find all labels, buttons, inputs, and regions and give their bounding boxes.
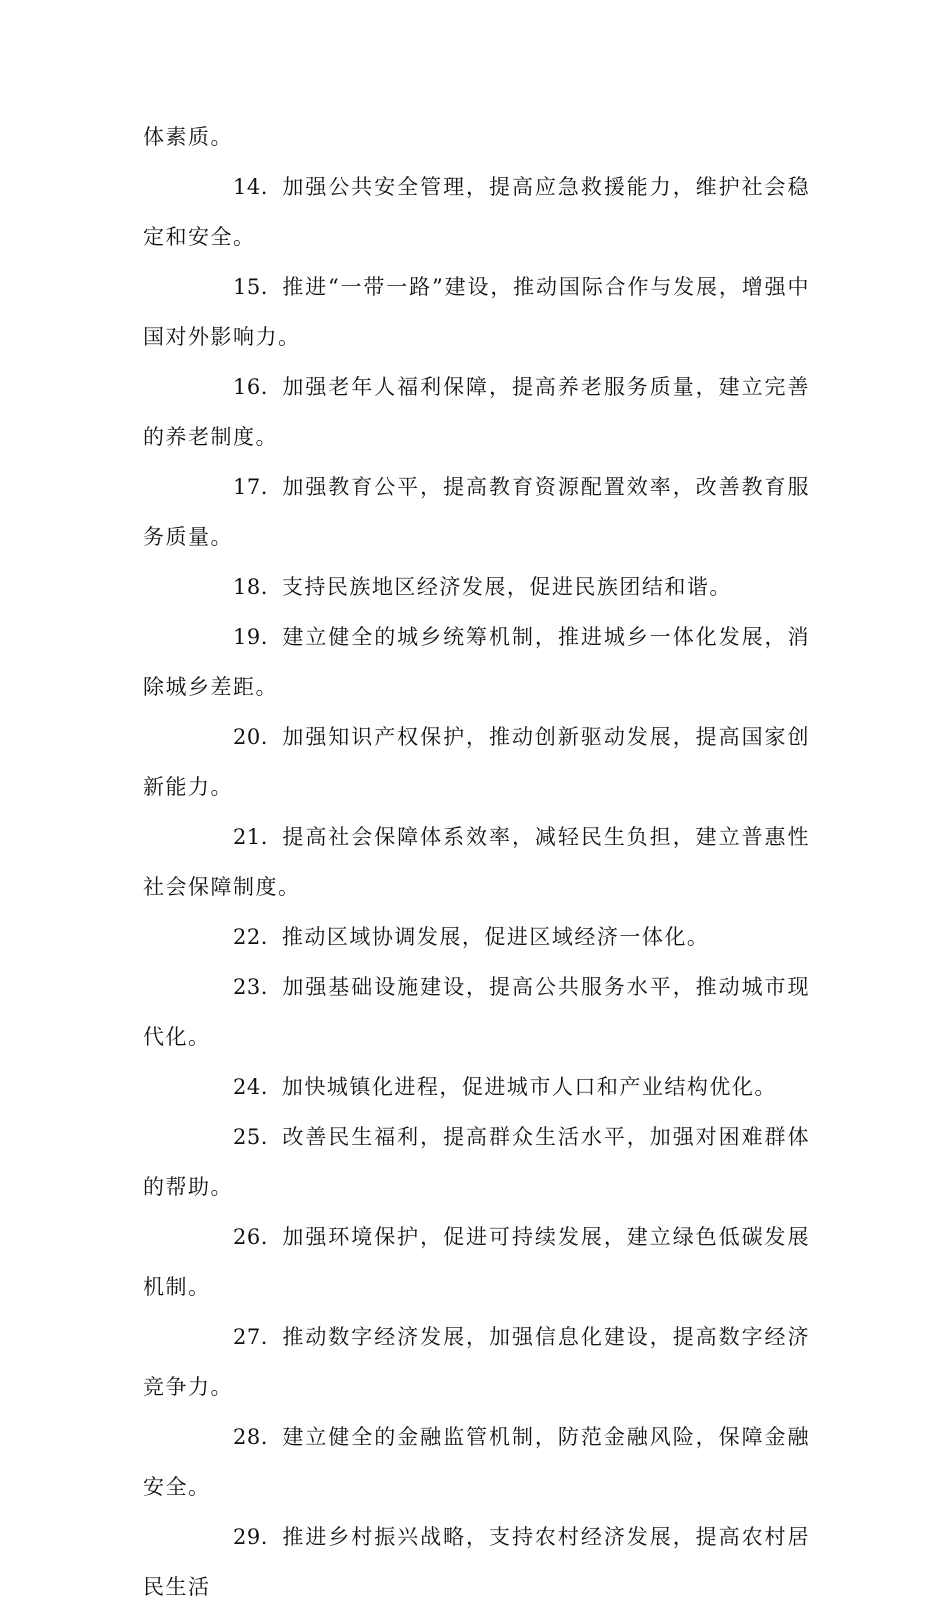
- item-number: 16.: [233, 375, 268, 399]
- item-text: 加强老年人福利保障，提高养老服务质量，建立完善的养老制度。: [143, 375, 810, 449]
- item-number: 25.: [233, 1125, 268, 1149]
- list-item-16: [143, 362, 810, 462]
- document-body: [143, 112, 810, 1612]
- list-item-18: [143, 562, 810, 612]
- item-number: 24.: [233, 1075, 268, 1099]
- item-text: 加强环境保护，促进可持续发展，建立绿色低碳发展机制。: [143, 1225, 810, 1299]
- item-text: 推动数字经济发展，加强信息化建设，提高数字经济竞争力。: [143, 1325, 810, 1399]
- item-text: 加强知识产权保护，推动创新驱动发展，提高国家创新能力。: [143, 725, 810, 799]
- item-text: 推进“一带一路”建设，推动国际合作与发展，增强中国对外影响力。: [143, 275, 810, 349]
- item-text: 加快城镇化进程，促进城市人口和产业结构优化。: [281, 1075, 777, 1099]
- list-item-23: [143, 962, 810, 1062]
- item-number: 26.: [233, 1225, 268, 1249]
- item-number: 29.: [233, 1525, 268, 1549]
- list-item-27: [143, 1312, 810, 1412]
- item-text: 加强基础设施建设，提高公共服务水平，推动城市现代化。: [143, 975, 810, 1049]
- list-item-17: [143, 462, 810, 562]
- list-item-24: [143, 1062, 810, 1112]
- item-text: 支持民族地区经济发展，促进民族团结和谐。: [281, 575, 732, 599]
- list-item-26: [143, 1212, 810, 1312]
- item-number: 18.: [233, 575, 268, 599]
- item-number: 23.: [233, 975, 268, 999]
- list-item-19: [143, 612, 810, 712]
- item-number: 22.: [233, 925, 268, 949]
- item-number: 20.: [233, 725, 268, 749]
- item-number: 21.: [233, 825, 268, 849]
- item-text: 建立健全的城乡统筹机制，推进城乡一体化发展，消除城乡差距。: [143, 625, 810, 699]
- item-text: 建立健全的金融监管机制，防范金融风险，保障金融安全。: [143, 1425, 810, 1499]
- item-text: 改善民生福利，提高群众生活水平，加强对困难群体的帮助。: [143, 1125, 810, 1199]
- item-number: 15.: [233, 275, 268, 299]
- item-text: 提高社会保障体系效率，减轻民生负担，建立普惠性社会保障制度。: [143, 825, 810, 899]
- list-item-25: [143, 1112, 810, 1212]
- continuation-paragraph: 体素质。: [143, 125, 233, 149]
- item-number: 14.: [233, 175, 268, 199]
- item-text: 推动区域协调发展，促进区域经济一体化。: [281, 925, 710, 949]
- item-text: 加强公共安全管理，提高应急救援能力，维护社会稳定和安全。: [143, 175, 810, 249]
- item-number: 17.: [233, 475, 268, 499]
- list-item-28: [143, 1412, 810, 1512]
- list-item-20: [143, 712, 810, 812]
- item-number: 19.: [233, 625, 268, 649]
- list-item-22: [143, 912, 810, 962]
- item-text: 推进乡村振兴战略，支持农村经济发展，提高农村居民生活: [143, 1525, 810, 1599]
- list-item-29: [143, 1512, 810, 1612]
- list-item-21: [143, 812, 810, 912]
- item-number: 28.: [233, 1425, 268, 1449]
- list-item-14: [143, 162, 810, 262]
- item-number: 27.: [233, 1325, 268, 1349]
- item-text: 加强教育公平，提高教育资源配置效率，改善教育服务质量。: [143, 475, 810, 549]
- list-item-15: [143, 262, 810, 362]
